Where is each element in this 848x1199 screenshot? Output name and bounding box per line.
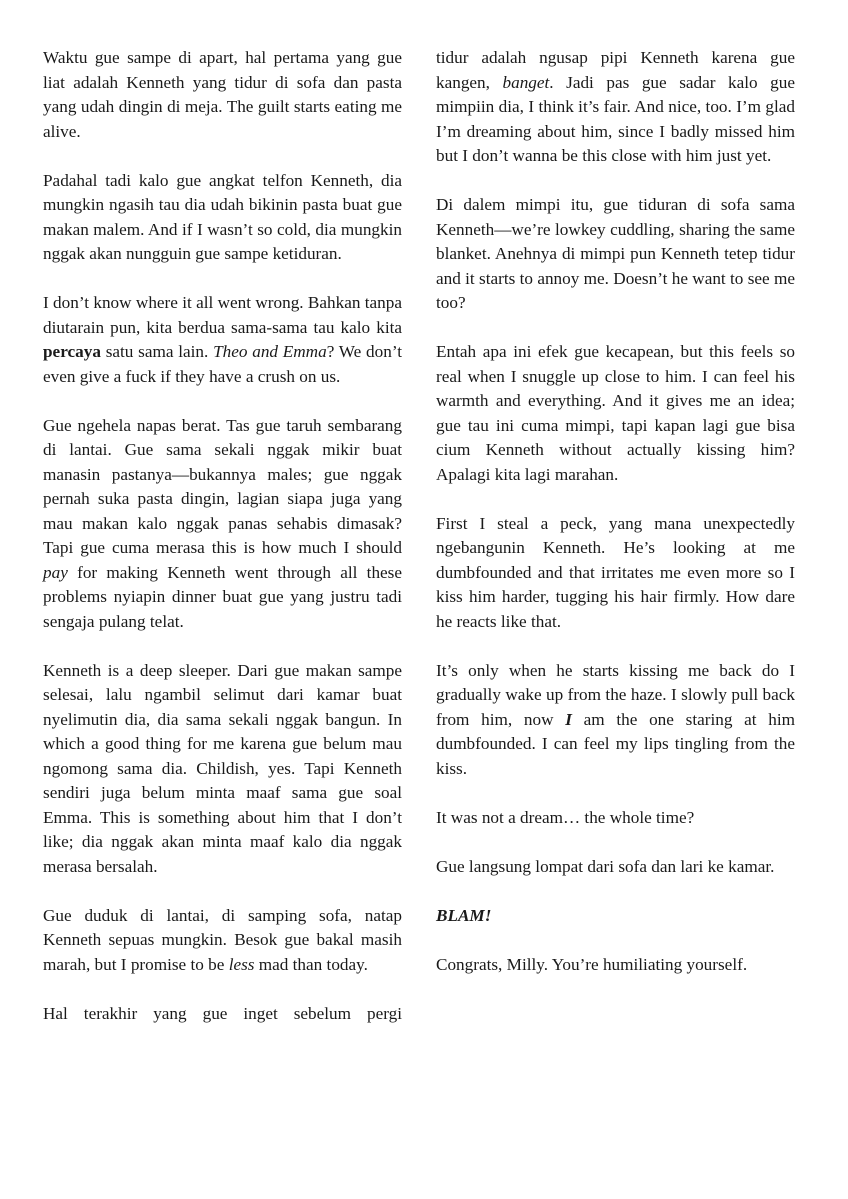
- text-run: It’s only when he starts kissing me back do I gradually wake up from the haze. I slowly pull back from him, now: [436, 660, 795, 729]
- text-run: satu sama lain.: [100, 342, 214, 361]
- text-run: am the one staring at him dumbfounded. I can feel my lips tingling from the kiss.: [436, 709, 795, 778]
- text-run: First I steal a peck, yang mana unexpectedly ngebangunin Kenneth. He’s looking at me dumbfounded and that irritates me even more so I kiss him harder, tugging his hair firmly. How dare he reacts like that.: [436, 513, 795, 631]
- paragraph-p1: [43, 46, 402, 144]
- text-run: Kenneth is a deep sleeper. Dari gue makan sampe selesai, lalu ngambil selimut dari kamar buat nyelimutin dia, dia sama sekali nggak bangun. In which a good thing for me karena gue belum mau ngomong sama dia. Childish, yes. Tapi Kenneth sendiri juga belum minta maaf sama gue soal Emma. This is something about him that I don’t like; dia nggak akan minta maaf kalo dia nggak merasa bersalah.: [43, 660, 402, 876]
- text-run: Hal terakhir yang gue inget sebelum pergi: [43, 1003, 402, 1023]
- right-text-column: [436, 46, 795, 1002]
- paragraph-p8: [436, 46, 795, 169]
- text-run: Padahal tadi kalo gue angkat telfon Kenneth, dia mungkin ngasih tau dia udah bikinin pasta buat gue makan malem. And if I wasn’t so cold, dia mungkin nggak akan nungguin gue sampe ketiduran.: [43, 170, 402, 263]
- paragraph-p6: [43, 904, 402, 978]
- text-run: Di dalem mimpi itu, gue tiduran di sofa sama Kenneth—we’re lowkey cuddling, sharing the same blanket. Anehnya di mimpi pun Kenneth tetep tidur and it starts to annoy me. Doesn’t he want to see me too?: [436, 195, 795, 312]
- text-run: Congrats, Milly. You’re humiliating yourself.: [436, 954, 748, 974]
- bold-italic-text-run: BLAM!: [436, 905, 492, 925]
- text-run: ? We don’t even give a fuck if they have a crush on us.: [43, 342, 403, 386]
- paragraph-p2: [43, 169, 402, 267]
- paragraph-p10: [436, 340, 795, 487]
- paragraph-p7: [43, 1002, 402, 1027]
- italic-text-run: less: [228, 954, 255, 974]
- bold-italic-text-run: I: [565, 709, 572, 729]
- italic-text-run: Theo and Emma: [213, 342, 327, 361]
- italic-text-run: pay: [43, 562, 68, 582]
- italic-text-run: banget: [502, 72, 550, 92]
- paragraph-p16: [436, 953, 795, 978]
- text-run: for making Kenneth went through all these problems nyiapin dinner buat gue yang justru tadi sengaja pulang telat.: [43, 562, 402, 631]
- paragraph-p9: [436, 193, 795, 316]
- paragraph-p5: [43, 659, 402, 880]
- text-run: mad than today.: [254, 954, 368, 974]
- paragraph-p4: [43, 414, 402, 635]
- text-run: . Jadi pas gue sadar kalo gue mimpiin dia, I think it’s fair. And nice, too. I’m glad I’m dreaming about him, since I badly missed him but I don’t wanna be this close with him just yet.: [436, 72, 795, 165]
- paragraph-p15: [436, 904, 795, 929]
- text-run: I don’t know where it all went wrong. Bahkan tanpa diutarain pun, kita berdua sama-sama tau kalo kita: [43, 293, 402, 337]
- paragraph-p3: [43, 291, 402, 389]
- paragraph-p13: [436, 806, 795, 831]
- text-run: Waktu gue sampe di apart, hal pertama yang gue liat adalah Kenneth yang tidur di sofa dan pasta yang udah dingin di meja. The guilt starts eating me alive.: [43, 48, 402, 141]
- bold-text-run: percaya: [43, 342, 101, 361]
- text-run: It was not a dream… the whole time?: [436, 807, 695, 827]
- text-run: tidur adalah ngusap pipi Kenneth karena gue kangen,: [436, 48, 795, 92]
- text-run: Gue langsung lompat dari sofa dan lari ke kamar.: [436, 856, 775, 876]
- text-run: Entah apa ini efek gue kecapean, but this feels so real when I snuggle up close to him. I can feel his warmth and everything. And it gives me an idea; gue tau ini cuma mimpi, tapi kapan lagi gue bisa cium Kenneth without actually kissing him? Apalagi kita lagi marahan.: [436, 342, 795, 484]
- left-text-column: [43, 46, 402, 1051]
- paragraph-p12: [436, 659, 795, 782]
- text-run: Gue ngehela napas berat. Tas gue taruh sembarang di lantai. Gue sama sekali nggak mikir buat manasin pastanya—bukannya males; gue nggak pernah suka pasta dingin, lagian siapa juga yang mau makan kalo nggak panas sehabis dimasak? Tapi gue cuma merasa this is how much I should: [43, 415, 402, 557]
- text-run: Gue duduk di lantai, di samping sofa, natap Kenneth sepuas mungkin. Besok gue bakal masih marah, but I promise to be: [43, 905, 402, 974]
- paragraph-p11: [436, 512, 795, 635]
- paragraph-p14: [436, 855, 795, 880]
